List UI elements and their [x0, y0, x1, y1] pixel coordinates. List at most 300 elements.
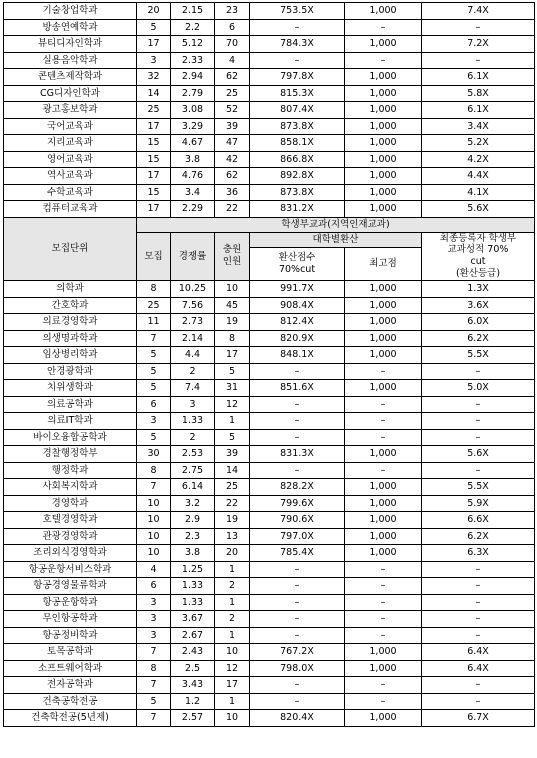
cell-final-grade: 4.1X	[422, 184, 535, 201]
cell-final-grade: 4.2X	[422, 151, 535, 168]
cell-final-grade: 5.6X	[422, 201, 535, 218]
cell-unit: 의료경영학과	[4, 314, 137, 331]
header-quota: 모집	[137, 232, 171, 281]
cell-unit: 간호학과	[4, 297, 137, 314]
cell-ratio: 3.2	[171, 495, 215, 512]
cell-max-score: 1,000	[345, 660, 422, 677]
cell-unit: 전자공학과	[4, 677, 137, 694]
table-row	[4, 479, 535, 496]
cell-ratio: 3.8	[171, 151, 215, 168]
cell-score-70cut: 797.0X	[250, 528, 345, 545]
table-row	[4, 118, 535, 135]
cell-score-70cut: –	[250, 677, 345, 694]
cell-max-score: 1,000	[345, 314, 422, 331]
cell-score-70cut: –	[250, 561, 345, 578]
cell-score-70cut: 820.9X	[250, 330, 345, 347]
cell-added: 22	[215, 495, 250, 512]
cell-added: 52	[215, 102, 250, 119]
cell-ratio: 2.73	[171, 314, 215, 331]
cell-score-70cut: –	[250, 578, 345, 595]
cell-unit: 국어교육과	[4, 118, 137, 135]
cell-unit: 지리교육과	[4, 135, 137, 152]
cell-max-score: 1,000	[345, 380, 422, 397]
cell-final-grade: 5.8X	[422, 85, 535, 102]
cell-quota: 8	[137, 660, 171, 677]
cell-final-grade: –	[422, 462, 535, 479]
cell-max-score: –	[345, 611, 422, 628]
table-row	[4, 561, 535, 578]
cell-added: 2	[215, 611, 250, 628]
cell-final-grade: 6.1X	[422, 102, 535, 119]
cell-quota: 8	[137, 281, 171, 298]
cell-quota: 17	[137, 118, 171, 135]
cell-final-grade: 6.6X	[422, 512, 535, 529]
header-group: 학생부교과(지역인재교과)	[137, 217, 535, 232]
cell-added: 23	[215, 3, 250, 20]
cell-max-score: 1,000	[345, 710, 422, 727]
table-row	[4, 660, 535, 677]
admission-results-page	[3, 2, 534, 727]
cell-score-70cut: 831.2X	[250, 201, 345, 218]
cell-score-70cut: 790.6X	[250, 512, 345, 529]
cell-unit: 항공경영물류학과	[4, 578, 137, 595]
cell-ratio: 2.9	[171, 512, 215, 529]
cell-added: 31	[215, 380, 250, 397]
cell-added: 17	[215, 347, 250, 364]
cell-added: 25	[215, 85, 250, 102]
cell-score-70cut: 991.7X	[250, 281, 345, 298]
table-row	[4, 297, 535, 314]
header-ratio: 경쟁률	[171, 232, 215, 281]
cell-quota: 17	[137, 168, 171, 185]
cell-final-grade: –	[422, 561, 535, 578]
cell-ratio: 1.33	[171, 594, 215, 611]
cell-ratio: 2.43	[171, 644, 215, 661]
cell-unit: 방송연예학과	[4, 19, 137, 36]
cell-score-70cut: 797.8X	[250, 69, 345, 86]
table-row	[4, 36, 535, 53]
cell-score-70cut: 866.8X	[250, 151, 345, 168]
cell-ratio: 3	[171, 396, 215, 413]
cell-ratio: 2.75	[171, 462, 215, 479]
cell-added: 25	[215, 479, 250, 496]
header-score-70cut: 환산점수 70%cut	[250, 248, 345, 281]
cell-added: 12	[215, 396, 250, 413]
cell-ratio: 3.4	[171, 184, 215, 201]
cell-max-score: –	[345, 52, 422, 69]
cell-max-score: 1,000	[345, 495, 422, 512]
cell-ratio: 2.33	[171, 52, 215, 69]
table-row	[4, 19, 535, 36]
cell-final-grade: –	[422, 19, 535, 36]
cell-unit: CG디자인학과	[4, 85, 137, 102]
cell-ratio: 2.53	[171, 446, 215, 463]
cell-max-score: 1,000	[345, 168, 422, 185]
cell-quota: 3	[137, 627, 171, 644]
table-row	[4, 545, 535, 562]
cell-max-score: –	[345, 594, 422, 611]
cell-added: 47	[215, 135, 250, 152]
cell-max-score: –	[345, 363, 422, 380]
cell-score-70cut: –	[250, 396, 345, 413]
cell-unit: 경찰행정학부	[4, 446, 137, 463]
cell-final-grade: 6.0X	[422, 314, 535, 331]
cell-quota: 8	[137, 462, 171, 479]
cell-final-grade: –	[422, 396, 535, 413]
table-row	[4, 495, 535, 512]
cell-final-grade: 7.4X	[422, 3, 535, 20]
cell-max-score: 1,000	[345, 446, 422, 463]
cell-added: 20	[215, 545, 250, 562]
cell-max-score: 1,000	[345, 644, 422, 661]
table-row	[4, 151, 535, 168]
cell-quota: 7	[137, 710, 171, 727]
cell-score-70cut: –	[250, 363, 345, 380]
table-row	[4, 644, 535, 661]
cell-quota: 25	[137, 297, 171, 314]
cell-unit: 광고홍보학과	[4, 102, 137, 119]
cell-ratio: 2.67	[171, 627, 215, 644]
cell-added: 1	[215, 561, 250, 578]
cell-unit: 치위생학과	[4, 380, 137, 397]
cell-quota: 17	[137, 201, 171, 218]
cell-final-grade: 5.0X	[422, 380, 535, 397]
cell-quota: 32	[137, 69, 171, 86]
cell-score-70cut: 799.6X	[250, 495, 345, 512]
cell-quota: 14	[137, 85, 171, 102]
header-added: 충원 인원	[215, 232, 250, 281]
cell-max-score: 1,000	[345, 102, 422, 119]
table-row	[4, 429, 535, 446]
cell-unit: 영어교육과	[4, 151, 137, 168]
cell-score-70cut: –	[250, 594, 345, 611]
cell-quota: 7	[137, 330, 171, 347]
cell-ratio: 3.43	[171, 677, 215, 694]
cell-score-70cut: –	[250, 52, 345, 69]
cell-ratio: 3.29	[171, 118, 215, 135]
cell-score-70cut: –	[250, 627, 345, 644]
cell-added: 70	[215, 36, 250, 53]
cell-final-grade: –	[422, 363, 535, 380]
cell-max-score: 1,000	[345, 479, 422, 496]
cell-ratio: 7.56	[171, 297, 215, 314]
cell-quota: 5	[137, 429, 171, 446]
cell-quota: 3	[137, 52, 171, 69]
cell-unit: 의료공학과	[4, 396, 137, 413]
cell-unit: 토목공학과	[4, 644, 137, 661]
table-row	[4, 52, 535, 69]
cell-final-grade: 7.2X	[422, 36, 535, 53]
table-row	[4, 85, 535, 102]
table-row	[4, 281, 535, 298]
table-row	[4, 528, 535, 545]
cell-unit: 항공운항학과	[4, 594, 137, 611]
cell-added: 10	[215, 281, 250, 298]
table-row	[4, 69, 535, 86]
cell-score-70cut: 892.8X	[250, 168, 345, 185]
cell-score-70cut: 851.6X	[250, 380, 345, 397]
cell-max-score: 1,000	[345, 201, 422, 218]
cell-ratio: 1.33	[171, 413, 215, 430]
cell-added: 5	[215, 429, 250, 446]
cell-quota: 10	[137, 512, 171, 529]
cell-final-grade: –	[422, 578, 535, 595]
cell-score-70cut: –	[250, 693, 345, 710]
cell-unit: 건축학전공(5년제)	[4, 710, 137, 727]
table-row	[4, 347, 535, 364]
table-row	[4, 135, 535, 152]
cell-max-score: –	[345, 578, 422, 595]
cell-score-70cut: 767.2X	[250, 644, 345, 661]
cell-quota: 5	[137, 19, 171, 36]
cell-score-70cut: 858.1X	[250, 135, 345, 152]
cell-max-score: –	[345, 19, 422, 36]
cell-ratio: 7.4	[171, 380, 215, 397]
cell-unit: 안경광학과	[4, 363, 137, 380]
cell-quota: 5	[137, 363, 171, 380]
cell-ratio: 2.5	[171, 660, 215, 677]
cell-max-score: 1,000	[345, 135, 422, 152]
cell-final-grade: –	[422, 611, 535, 628]
cell-ratio: 2	[171, 429, 215, 446]
cell-final-grade: –	[422, 429, 535, 446]
table2-body	[4, 281, 535, 727]
cell-added: 62	[215, 69, 250, 86]
table-row	[4, 578, 535, 595]
cell-added: 5	[215, 363, 250, 380]
cell-unit: 소프트웨어학과	[4, 660, 137, 677]
cell-final-grade: 4.4X	[422, 168, 535, 185]
cell-final-grade: –	[422, 693, 535, 710]
cell-added: 36	[215, 184, 250, 201]
cell-quota: 6	[137, 578, 171, 595]
cell-max-score: 1,000	[345, 528, 422, 545]
cell-unit: 의학과	[4, 281, 137, 298]
cell-max-score: 1,000	[345, 184, 422, 201]
cell-score-70cut: 873.8X	[250, 118, 345, 135]
cell-final-grade: 1.3X	[422, 281, 535, 298]
cell-ratio: 4.4	[171, 347, 215, 364]
cell-final-grade: 6.2X	[422, 528, 535, 545]
cell-score-70cut: 785.4X	[250, 545, 345, 562]
cell-unit: 관광경영학과	[4, 528, 137, 545]
cell-max-score: 1,000	[345, 281, 422, 298]
cell-unit: 건축공학전공	[4, 693, 137, 710]
cell-quota: 3	[137, 611, 171, 628]
cell-unit: 경영학과	[4, 495, 137, 512]
table-row	[4, 611, 535, 628]
cell-quota: 10	[137, 528, 171, 545]
cell-quota: 20	[137, 3, 171, 20]
cell-quota: 15	[137, 184, 171, 201]
cell-max-score: –	[345, 693, 422, 710]
cell-score-70cut: 873.8X	[250, 184, 345, 201]
table-row	[4, 627, 535, 644]
cell-score-70cut: 753.5X	[250, 3, 345, 20]
cell-max-score: 1,000	[345, 69, 422, 86]
cell-added: 1	[215, 594, 250, 611]
cell-final-grade: 3.6X	[422, 297, 535, 314]
cell-quota: 15	[137, 151, 171, 168]
cell-final-grade: 6.2X	[422, 330, 535, 347]
cell-quota: 17	[137, 36, 171, 53]
header-unit: 모집단위	[4, 217, 137, 281]
cell-added: 13	[215, 528, 250, 545]
table-row	[4, 677, 535, 694]
cell-quota: 3	[137, 413, 171, 430]
cell-unit: 행정학과	[4, 462, 137, 479]
table-row	[4, 184, 535, 201]
cell-added: 19	[215, 314, 250, 331]
table-row	[4, 201, 535, 218]
cell-unit: 무인항공학과	[4, 611, 137, 628]
cell-ratio: 10.25	[171, 281, 215, 298]
cell-score-70cut: 807.4X	[250, 102, 345, 119]
cell-final-grade: –	[422, 627, 535, 644]
cell-added: 10	[215, 710, 250, 727]
cell-score-70cut: 828.2X	[250, 479, 345, 496]
cell-added: 1	[215, 627, 250, 644]
cell-added: 39	[215, 118, 250, 135]
cell-max-score: 1,000	[345, 36, 422, 53]
cell-score-70cut: 815.3X	[250, 85, 345, 102]
cell-added: 42	[215, 151, 250, 168]
cell-final-grade: 5.5X	[422, 347, 535, 364]
cell-final-grade: 5.6X	[422, 446, 535, 463]
header-max-score: 최고점	[345, 248, 422, 281]
cell-quota: 5	[137, 380, 171, 397]
table-row	[4, 462, 535, 479]
cell-max-score: –	[345, 677, 422, 694]
cell-ratio: 5.12	[171, 36, 215, 53]
cell-ratio: 2.94	[171, 69, 215, 86]
cell-unit: 항공운항서비스학과	[4, 561, 137, 578]
cell-added: 22	[215, 201, 250, 218]
cell-max-score: 1,000	[345, 512, 422, 529]
cell-unit: 임상병리학과	[4, 347, 137, 364]
cell-unit: 항공정비학과	[4, 627, 137, 644]
cell-added: 4	[215, 52, 250, 69]
cell-quota: 7	[137, 479, 171, 496]
cell-max-score: –	[345, 396, 422, 413]
table-row	[4, 330, 535, 347]
table1-body	[4, 3, 535, 218]
cell-final-grade: –	[422, 52, 535, 69]
cell-max-score: 1,000	[345, 330, 422, 347]
table-row	[4, 446, 535, 463]
cell-max-score: –	[345, 429, 422, 446]
cell-added: 62	[215, 168, 250, 185]
table-row	[4, 413, 535, 430]
cell-score-70cut: 812.4X	[250, 314, 345, 331]
cell-unit: 실용음악학과	[4, 52, 137, 69]
cell-unit: 호텔경영학과	[4, 512, 137, 529]
cell-quota: 11	[137, 314, 171, 331]
table-row	[4, 710, 535, 727]
table-row	[4, 3, 535, 20]
cell-score-70cut: 831.3X	[250, 446, 345, 463]
cell-added: 12	[215, 660, 250, 677]
cell-unit: 조리외식경영학과	[4, 545, 137, 562]
cell-max-score: 1,000	[345, 3, 422, 20]
cell-unit: 수학교육과	[4, 184, 137, 201]
cell-max-score: –	[345, 462, 422, 479]
cell-unit: 의료IT학과	[4, 413, 137, 430]
header-final-grade: 최종등록자 학생부 교과성적 70% cut (환산등급)	[422, 232, 535, 281]
cell-score-70cut: 798.0X	[250, 660, 345, 677]
cell-unit: 기술창업학과	[4, 3, 137, 20]
cell-max-score: 1,000	[345, 297, 422, 314]
cell-ratio: 2.29	[171, 201, 215, 218]
cell-final-grade: 5.9X	[422, 495, 535, 512]
cell-score-70cut: –	[250, 429, 345, 446]
cell-ratio: 4.67	[171, 135, 215, 152]
cell-unit: 역사교육과	[4, 168, 137, 185]
table-row	[4, 168, 535, 185]
cell-added: 19	[215, 512, 250, 529]
cell-ratio: 3.67	[171, 611, 215, 628]
admission-results-table	[3, 2, 535, 727]
cell-final-grade: 6.7X	[422, 710, 535, 727]
cell-quota: 6	[137, 396, 171, 413]
cell-score-70cut: –	[250, 19, 345, 36]
table-row	[4, 396, 535, 413]
cell-ratio: 3.8	[171, 545, 215, 562]
cell-ratio: 2.15	[171, 3, 215, 20]
cell-final-grade: 6.1X	[422, 69, 535, 86]
cell-score-70cut: 820.4X	[250, 710, 345, 727]
table-row	[4, 314, 535, 331]
cell-quota: 7	[137, 677, 171, 694]
cell-quota: 10	[137, 545, 171, 562]
cell-ratio: 2.14	[171, 330, 215, 347]
cell-max-score: 1,000	[345, 151, 422, 168]
cell-ratio: 2.57	[171, 710, 215, 727]
cell-max-score: 1,000	[345, 118, 422, 135]
cell-final-grade: –	[422, 677, 535, 694]
cell-final-grade: 5.2X	[422, 135, 535, 152]
cell-final-grade: 6.4X	[422, 644, 535, 661]
cell-ratio: 1.25	[171, 561, 215, 578]
cell-unit: 의생명과학과	[4, 330, 137, 347]
cell-score-70cut: 848.1X	[250, 347, 345, 364]
cell-ratio: 1.2	[171, 693, 215, 710]
cell-score-70cut: –	[250, 413, 345, 430]
cell-ratio: 2	[171, 363, 215, 380]
cell-unit: 컴퓨터교육과	[4, 201, 137, 218]
cell-added: 45	[215, 297, 250, 314]
cell-score-70cut: –	[250, 462, 345, 479]
cell-added: 1	[215, 693, 250, 710]
cell-unit: 콘텐츠제작학과	[4, 69, 137, 86]
header-conversion: 대학별환산	[250, 232, 422, 248]
cell-added: 2	[215, 578, 250, 595]
cell-ratio: 2.3	[171, 528, 215, 545]
cell-score-70cut: 784.3X	[250, 36, 345, 53]
cell-added: 1	[215, 413, 250, 430]
cell-added: 14	[215, 462, 250, 479]
cell-quota: 3	[137, 594, 171, 611]
cell-ratio: 2.79	[171, 85, 215, 102]
cell-max-score: 1,000	[345, 545, 422, 562]
cell-unit: 바이오융합공학과	[4, 429, 137, 446]
cell-quota: 5	[137, 347, 171, 364]
cell-added: 39	[215, 446, 250, 463]
cell-unit: 뷰티디자인학과	[4, 36, 137, 53]
cell-final-grade: –	[422, 594, 535, 611]
table-row	[4, 594, 535, 611]
table2-header	[4, 217, 535, 281]
